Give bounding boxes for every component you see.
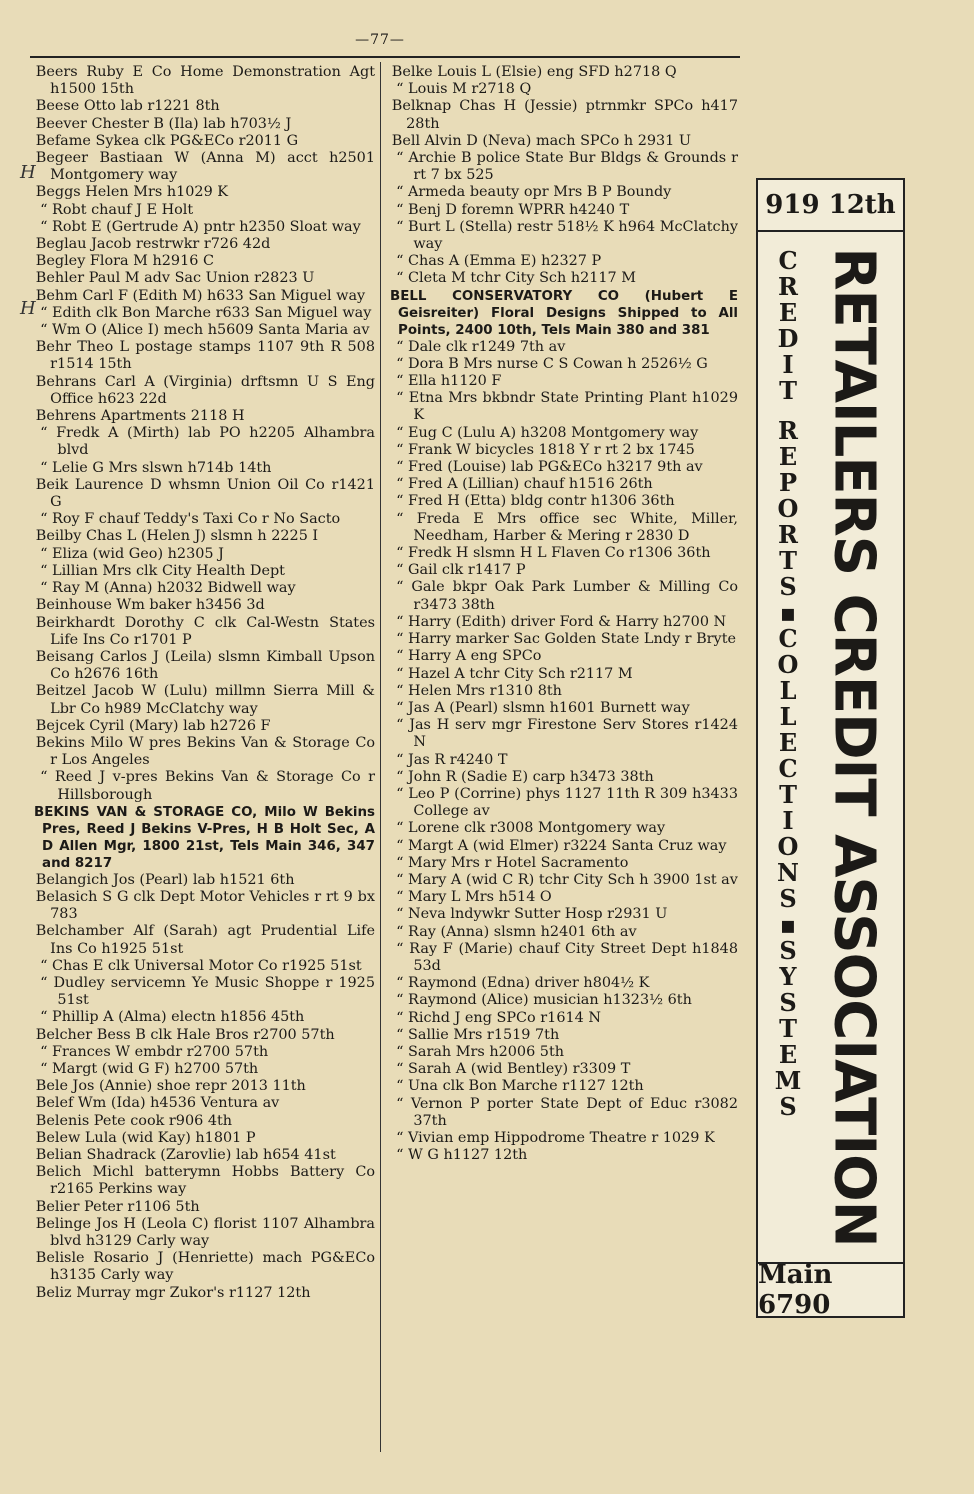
- directory-entry: “ Neva lndywkr Sutter Hosp r2931 U: [396, 906, 668, 923]
- directory-entry: Beglau Jacob restrwkr r726 42d: [35, 236, 271, 253]
- ad-body: [758, 232, 903, 1262]
- ad-service-letter: T: [779, 546, 797, 575]
- directory-entry: Belisle Rosario J (Henriette) mach PG&ECo h3135 Carly way: [35, 1250, 375, 1284]
- ad-service-letter: L: [779, 676, 797, 705]
- directory-entry: Behler Paul M adv Sac Union r2823 U: [35, 270, 315, 287]
- directory-entry: “ Chas A (Emma E) h2327 P: [396, 253, 602, 270]
- directory-entry: Beever Chester B (Ila) lab h703½ J: [35, 115, 292, 132]
- directory-entry: “ Cleta M tchr City Sch h2117 M: [396, 270, 637, 287]
- directory-entry: “ Roy F chauf Teddy's Taxi Co r No Sacto: [40, 511, 341, 528]
- directory-entry: Belenis Pete cook r906 4th: [35, 1112, 233, 1129]
- ad-service-letter: O: [777, 650, 799, 679]
- directory-entry: “ Jas A (Pearl) slsmn h1601 Burnett way: [396, 699, 690, 716]
- directory-entry: “ Eliza (wid Geo) h2305 J: [40, 545, 224, 562]
- ad-service-letter: M: [774, 1066, 802, 1095]
- directory-entry: “ Vivian emp Hippodrome Theatre r 1029 K: [396, 1129, 715, 1146]
- directory-entry: “ Reed J v-pres Bekins Van & Storage Co r Hillsborough: [40, 769, 375, 803]
- directory-entry: “ Fredk H slsmn H L Flaven Co r1306 36th: [396, 545, 711, 562]
- directory-entry: Belier Peter r1106 5th: [35, 1198, 200, 1215]
- directory-entry: Belich Michl batterymn Hobbs Battery Co r2165 Perkins way: [35, 1164, 375, 1198]
- ad-service-letter: C: [778, 246, 798, 275]
- directory-entry: Beisang Carlos J (Leila) slsmn Kimball Upson Co h2676 16th: [35, 648, 375, 683]
- ad-service-letter: ▪: [779, 910, 797, 939]
- directory-entry: Befame Sykea clk PG&ECo r2011 G: [35, 132, 299, 149]
- directory-entry: Beliz Murray mgr Zukor's r1127 12th: [35, 1284, 311, 1301]
- directory-entry: Beitzel Jacob W (Lulu) millmn Sierra Mill & Lbr Co h989 McClatchy way: [35, 683, 375, 717]
- directory-entry: “ W G h1127 12th: [396, 1147, 528, 1164]
- directory-entry: “ Margt (wid G F) h2700 57th: [40, 1060, 259, 1077]
- column-divider: [380, 62, 381, 1452]
- directory-entry: “ Harry (Edith) driver Ford & Harry h2700 N: [396, 613, 727, 630]
- directory-entry: “ Dale clk r1249 7th av: [396, 338, 566, 355]
- ad-service-letter: P: [778, 468, 798, 497]
- directory-entry: “ Harry marker Sac Golden State Lndy r Bryte: [396, 631, 736, 648]
- ad-service-letter: T: [779, 780, 797, 809]
- directory-entry: “ Lillian Mrs clk City Health Dept: [40, 562, 285, 579]
- directory-entry: “ Richd J eng SPCo r1614 N: [396, 1009, 601, 1026]
- directory-entry: “ Benj D foremn WPRR h4240 T: [396, 201, 630, 218]
- ad-service-letter: O: [777, 494, 799, 523]
- ad-service-letter: I: [782, 806, 794, 835]
- ad-service-letter: E: [778, 298, 798, 327]
- retailers-credit-ad: [756, 178, 905, 1318]
- header-rule: [30, 56, 740, 58]
- directory-entry: Behrens Apartments 2118 H: [35, 408, 245, 425]
- directory-entry: Bejcek Cyril (Mary) lab h2726 F: [35, 717, 271, 734]
- directory-entry: “ Dora B Mrs nurse C S Cowan h 2526½ G: [396, 355, 708, 372]
- directory-entry: “ Phillip A (Alma) electn h1856 45th: [40, 1009, 305, 1026]
- directory-entry: Bell Alvin D (Neva) mach SPCo h 2931 U: [391, 132, 692, 149]
- directory-entry: “ Mary A (wid C R) tchr City Sch h 3900 1st av: [396, 871, 738, 888]
- ad-phone: Main 6790: [758, 1262, 903, 1316]
- directory-entry: BEKINS VAN & STORAGE CO, Milo W Bekins Pres, Reed J Bekins V-Pres, H B Holt Sec, A D Allen Mgr, 1800 21st, Tels Main 346, 347 and 8217: [34, 804, 375, 871]
- directory-entry: Behr Theo L postage stamps 1107 9th R 508 r1514 15th: [35, 339, 375, 373]
- directory-entry: “ Una clk Bon Marche r1127 12th: [396, 1078, 644, 1095]
- ad-service-letter: O: [777, 832, 799, 861]
- directory-entry: Belef Wm (Ida) h4536 Ventura av: [35, 1095, 280, 1112]
- right-column: [386, 64, 738, 1164]
- directory-entry: “ Leo P (Corrine) phys 1127 11th R 309 h3433 College av: [396, 785, 738, 820]
- directory-entry: Belknap Chas H (Jessie) ptrnmkr SPCo h417 28th: [391, 98, 738, 132]
- ad-service-letter: R: [778, 416, 798, 445]
- margin-mark: H: [20, 298, 36, 319]
- directory-entry: “ Lelie G Mrs slswn h714b 14th: [40, 459, 272, 476]
- margin-mark: H: [20, 162, 36, 183]
- directory-entry: Beers Ruby E Co Home Demonstration Agt h1500 15th: [35, 64, 375, 98]
- directory-entry: Belew Lula (wid Kay) h1801 P: [35, 1129, 256, 1146]
- directory-entry: “ Freda E Mrs office sec White, Miller, Needham, Harber & Mering r 2830 D: [396, 510, 738, 544]
- directory-entry: “ Robt E (Gertrude A) pntr h2350 Sloat way: [40, 218, 361, 235]
- ad-service-letter: S: [779, 1092, 797, 1121]
- directory-entry: “ Ray M (Anna) h2032 Bidwell way: [40, 580, 296, 597]
- directory-entry: Begeer Bastiaan W (Anna M) acct h2501 Montgomery way: [35, 150, 375, 184]
- directory-entry: Belangich Jos (Pearl) lab h1521 6th: [35, 871, 295, 888]
- directory-entry: “ Raymond (Edna) driver h804½ K: [396, 975, 650, 992]
- directory-entry: “ Armeda beauty opr Mrs B P Boundy: [396, 184, 672, 201]
- ad-services: [764, 248, 812, 1252]
- directory-entry: “ Gale bkpr Oak Park Lumber & Milling Co r3473 38th: [396, 579, 738, 613]
- directory-entry: “ Ella h1120 F: [396, 373, 502, 390]
- directory-entry: “ Fred (Louise) lab PG&ECo h3217 9th av: [396, 459, 703, 476]
- ad-service-letter: C: [778, 624, 798, 653]
- ad-title-box: [808, 242, 900, 1252]
- ad-service-letter: L: [779, 702, 797, 731]
- directory-entry: Bekins Milo W pres Bekins Van & Storage Co r Los Angeles: [35, 734, 375, 769]
- directory-entry: “ Burt L (Stella) restr 518½ K h964 McClatchy way: [396, 218, 738, 253]
- directory-entry: Belian Shadrack (Zarovlie) lab h654 41st: [35, 1146, 336, 1163]
- page-number: —77—: [355, 32, 405, 48]
- directory-entry: “ Louis M r2718 Q: [396, 81, 532, 98]
- directory-entry: “ Sarah A (wid Bentley) r3309 T: [396, 1061, 631, 1078]
- ad-service-letter: C: [778, 754, 798, 783]
- ad-service-letter: Y: [779, 962, 797, 991]
- directory-entry: BELL CONSERVATORY CO (Hubert E Geisreiter) Floral Designs Shipped to All Points, 2400 10th, Tels Main 380 and 381: [390, 288, 738, 338]
- directory-entry: “ Ray F (Marie) chauf City Street Dept h1848 53d: [396, 940, 738, 974]
- ad-address: 919 12th: [758, 180, 903, 232]
- directory-entry: “ Jas H serv mgr Firestone Serv Stores r1424 N: [396, 717, 738, 751]
- directory-entry: Beik Laurence D whsmn Union Oil Co r1421 G: [35, 476, 375, 511]
- directory-entry: “ Helen Mrs r1310 8th: [396, 682, 562, 699]
- directory-entry: Bele Jos (Annie) shoe repr 2013 11th: [35, 1078, 306, 1095]
- directory-entry: “ Etna Mrs bkbndr State Printing Plant h1029 K: [396, 390, 738, 424]
- directory-entry: “ Frances W embdr r2700 57th: [40, 1043, 269, 1060]
- directory-entry: Belchamber Alf (Sarah) agt Prudential Life Ins Co h1925 51st: [35, 923, 375, 957]
- ad-service-letter: N: [777, 858, 799, 887]
- directory-entry: “ Lorene clk r3008 Montgomery way: [396, 820, 666, 837]
- directory-entry: Behrans Carl A (Virginia) drftsmn U S Eng Office h623 22d: [35, 373, 375, 407]
- directory-entry: Belasich S G clk Dept Motor Vehicles r rt 9 bx 783: [35, 888, 375, 923]
- directory-entry: “ Sallie Mrs r1519 7th: [396, 1026, 560, 1043]
- directory-entry: “ Vernon P porter State Dept of Educ r3082 37th: [396, 1095, 738, 1129]
- directory-entry: “ Raymond (Alice) musician h1323½ 6th: [396, 992, 692, 1009]
- directory-entry: “ Ray (Anna) slsmn h2401 6th av: [396, 923, 637, 940]
- directory-entry: “ Mary L Mrs h514 O: [396, 889, 552, 906]
- ad-service-letter: D: [777, 324, 799, 353]
- directory-entry: “ Hazel A tchr City Sch r2117 M: [396, 665, 633, 682]
- directory-entry: “ Sarah Mrs h2006 5th: [396, 1043, 565, 1060]
- ad-service-letter: S: [779, 988, 797, 1017]
- ad-service-letter: S: [779, 572, 797, 601]
- ad-service-letter: E: [778, 728, 798, 757]
- directory-entry: “ Fred A (Lillian) chauf h1516 26th: [396, 476, 653, 493]
- directory-entry: Beese Otto lab r1221 8th: [35, 98, 220, 115]
- directory-entry: “ Jas R r4240 T: [396, 751, 508, 768]
- directory-entry: Beinhouse Wm baker h3456 3d: [35, 597, 265, 614]
- directory-entry: “ Mary Mrs r Hotel Sacramento: [396, 854, 629, 871]
- directory-entry: Belinge Jos H (Leola C) florist 1107 Alhambra blvd h3129 Carly way: [35, 1215, 375, 1249]
- directory-entry: “ Fredk A (Mirth) lab PO h2205 Alhambra blvd: [40, 425, 375, 459]
- directory-entry: “ Eug C (Lulu A) h3208 Montgomery way: [396, 424, 699, 441]
- ad-service-letter: R: [778, 272, 798, 301]
- directory-entry: Begley Flora M h2916 C: [35, 253, 214, 270]
- directory-entry: “ Fred H (Etta) bldg contr h1306 36th: [396, 493, 675, 510]
- directory-entry: “ Frank W bicycles 1818 Y r rt 2 bx 1745: [396, 441, 695, 458]
- directory-entry: “ Robt chauf J E Holt: [40, 201, 194, 218]
- directory-entry: “ Harry A eng SPCo: [396, 648, 542, 665]
- ad-title: RETAILERS CREDIT ASSOCIATION: [821, 247, 887, 1247]
- directory-entry: Belke Louis L (Elsie) eng SFD h2718 Q: [391, 64, 677, 80]
- directory-entry: “ Margt A (wid Elmer) r3224 Santa Cruz way: [396, 837, 727, 854]
- directory-entry: “ Gail clk r1417 P: [396, 562, 526, 579]
- ad-service-letter: E: [778, 1040, 798, 1069]
- left-column: [30, 64, 375, 1302]
- directory-entry: Beilby Chas L (Helen J) slsmn h 2225 I: [35, 528, 319, 545]
- ad-service-letter: ▪: [779, 598, 797, 627]
- directory-entry: Belcher Bess B clk Hale Bros r2700 57th: [35, 1026, 335, 1043]
- directory-entry: “ Chas E clk Universal Motor Co r1925 51st: [40, 957, 362, 974]
- ad-service-letter: R: [778, 520, 798, 549]
- directory-entry: Beggs Helen Mrs h1029 K: [35, 184, 229, 201]
- ad-service-letter: T: [779, 1014, 797, 1043]
- directory-entry: “ John R (Sadie E) carp h3473 38th: [396, 768, 654, 785]
- directory-entry: “ Edith clk Bon Marche r633 San Miguel way: [40, 304, 372, 321]
- directory-entry: Behm Carl F (Edith M) h633 San Miguel way: [35, 287, 366, 304]
- ad-service-letter: S: [779, 936, 797, 965]
- directory-entry: “ Archie B police State Bur Bldgs & Grounds r rt 7 bx 525: [396, 150, 738, 184]
- directory-entry: Beirkhardt Dorothy C clk Cal-Westn States Life Ins Co r1701 P: [35, 614, 375, 648]
- ad-service-letter: I: [782, 350, 794, 379]
- ad-service-letter: T: [779, 376, 797, 405]
- directory-entry: “ Wm O (Alice I) mech h5609 Santa Maria av: [40, 322, 370, 339]
- ad-service-letter: E: [778, 442, 798, 471]
- ad-service-letter: S: [779, 884, 797, 913]
- directory-entry: “ Dudley servicemn Ye Music Shoppe r 1925 51st: [40, 974, 375, 1009]
